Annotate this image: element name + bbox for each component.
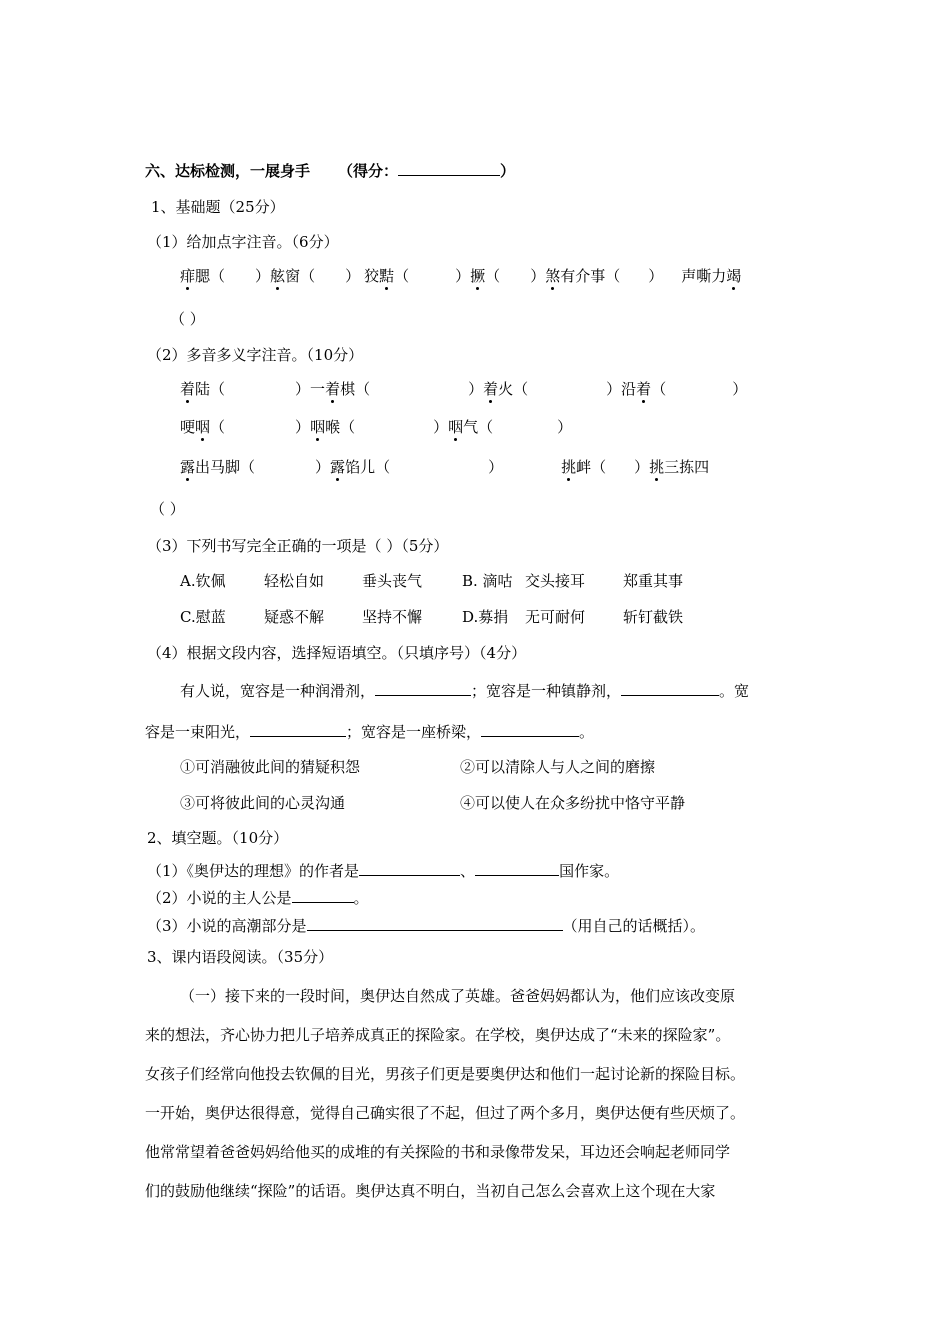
q4-option: ②可以清除人与人之间的磨擦 (460, 758, 656, 776)
q4-option: ①可消融彼此间的猜疑积怨 (180, 758, 361, 776)
q4-options-row1 (180, 757, 655, 777)
heading-text: 六、达标检测，一展身手 (145, 162, 311, 180)
q1-title: （1）给加点字注音。（6分） (147, 233, 339, 251)
passage-line: 们的鼓励他继续“探险”的话语。奥伊达真不明白，当初自己怎么会喜欢上这个现在大家 (145, 1182, 716, 1200)
q1-wrap: （ ） (170, 310, 205, 328)
q4-para-line2: 容是一束阳光， ；宽容是一座桥梁， 。 (145, 723, 595, 741)
q4-para-line1: 有人说，宽容是一种润滑剂， ；宽容是一种镇静剂， 。宽 (180, 682, 750, 700)
q1-item: 舷窗（ (270, 267, 316, 285)
q2-row2: 哽咽（ ）咽喉（ ）咽气（ ） (180, 418, 573, 436)
passage-line: （一）接下来的一段时间，奥伊达自然成了英雄。爸爸妈妈都认为，他们应该改变原 (180, 987, 736, 1005)
q3-row1: A.钦佩 轻松自如 垂头丧气 B. 滴咕 交头接耳 郑重其事 (180, 572, 684, 590)
section3-title: 3、课内语段阅读。（35分） (147, 948, 334, 966)
q4-blank-4[interactable] (481, 721, 579, 737)
q1-item: 声嘶力竭 (681, 267, 742, 285)
passage-line: 一开始，奥伊达很得意，觉得自己确实很了不起，但过了两个多月，奥伊达便有些厌烦了。 (145, 1104, 746, 1122)
q2-row3: 露出马脚（ ）露馅儿（ ） 挑衅（ ）挑三拣四 (180, 458, 710, 476)
q2-title: （2）多音多义字注音。（10分） (147, 346, 364, 364)
s2-line2: （2）小说的主人公是 。 (147, 889, 369, 907)
q4-title: （4）根据文段内容，选择短语填空。（只填序号）（4分） (147, 644, 527, 662)
country-blank[interactable] (475, 860, 559, 876)
q3-row2: C.慰蓝 疑惑不解 坚持不懈 D.募捐 无可耐何 斩钉截铁 (180, 608, 684, 626)
q3-option: A.钦佩 (180, 572, 226, 590)
q4-options-row2 (180, 793, 685, 813)
q1-item: 痱腮（ (180, 267, 226, 285)
q3-option: B. 滴咕 (462, 572, 513, 590)
passage-line: 来的想法，齐心协力把儿子培养成真正的探险家。在学校，奥伊达成了“未来的探险家”。 (145, 1026, 731, 1044)
q3-option: C.慰蓝 (180, 608, 226, 626)
q2-wrap: （ ） (150, 500, 185, 518)
score-blank[interactable] (398, 160, 500, 176)
section1-title: 1、基础题（25分） (151, 198, 285, 216)
section-heading (145, 160, 515, 181)
q4-blank-2[interactable] (621, 680, 719, 696)
q4-blank-3[interactable] (250, 721, 346, 737)
s2-line3: （3）小说的高潮部分是 （用自己的话概括）。 (147, 917, 706, 935)
climax-blank[interactable] (307, 915, 563, 931)
passage-line: 女孩子们经常向他投去钦佩的目光，男孩子们更是要奥伊达和他们一起讨论新的探险目标。 (145, 1065, 746, 1083)
passage-line: 他常常望着爸爸妈妈给他买的成堆的有关探险的书和录像带发呆，耳边还会响起老师同学 (145, 1143, 731, 1161)
q1-item: 煞有介事（ (545, 267, 621, 285)
q2-row1: 着陆（ ）一着棋（ ）着火（ ）沿着（ ） (180, 380, 748, 398)
q3-title: （3）下列书写完全正确的一项是（ ）（5分） (147, 537, 449, 555)
q4-option: ③可将彼此间的心灵沟通 (180, 794, 346, 812)
q1-items-row: 痱腮（ ）舷窗（ ） 狡黠（ ）撅（ ）煞有介事（ ） 声嘶力竭 (180, 267, 742, 285)
section2-title: 2、填空题。（10分） (147, 829, 289, 847)
score-close: ） (500, 162, 516, 180)
score-label: （得分： (338, 162, 399, 180)
q4-option: ④可以使人在众多纷扰中恪守平静 (460, 794, 686, 812)
q1-item: 撅（ (470, 267, 501, 285)
q1-item: 狡黠（ (364, 267, 410, 285)
s2-line1: （1）《奥伊达的理想》的作者是 、 国作家。 (147, 862, 620, 880)
author-blank[interactable] (359, 860, 460, 876)
q3-option: D.募捐 (462, 608, 509, 626)
protagonist-blank[interactable] (292, 887, 354, 903)
q4-blank-1[interactable] (375, 680, 471, 696)
